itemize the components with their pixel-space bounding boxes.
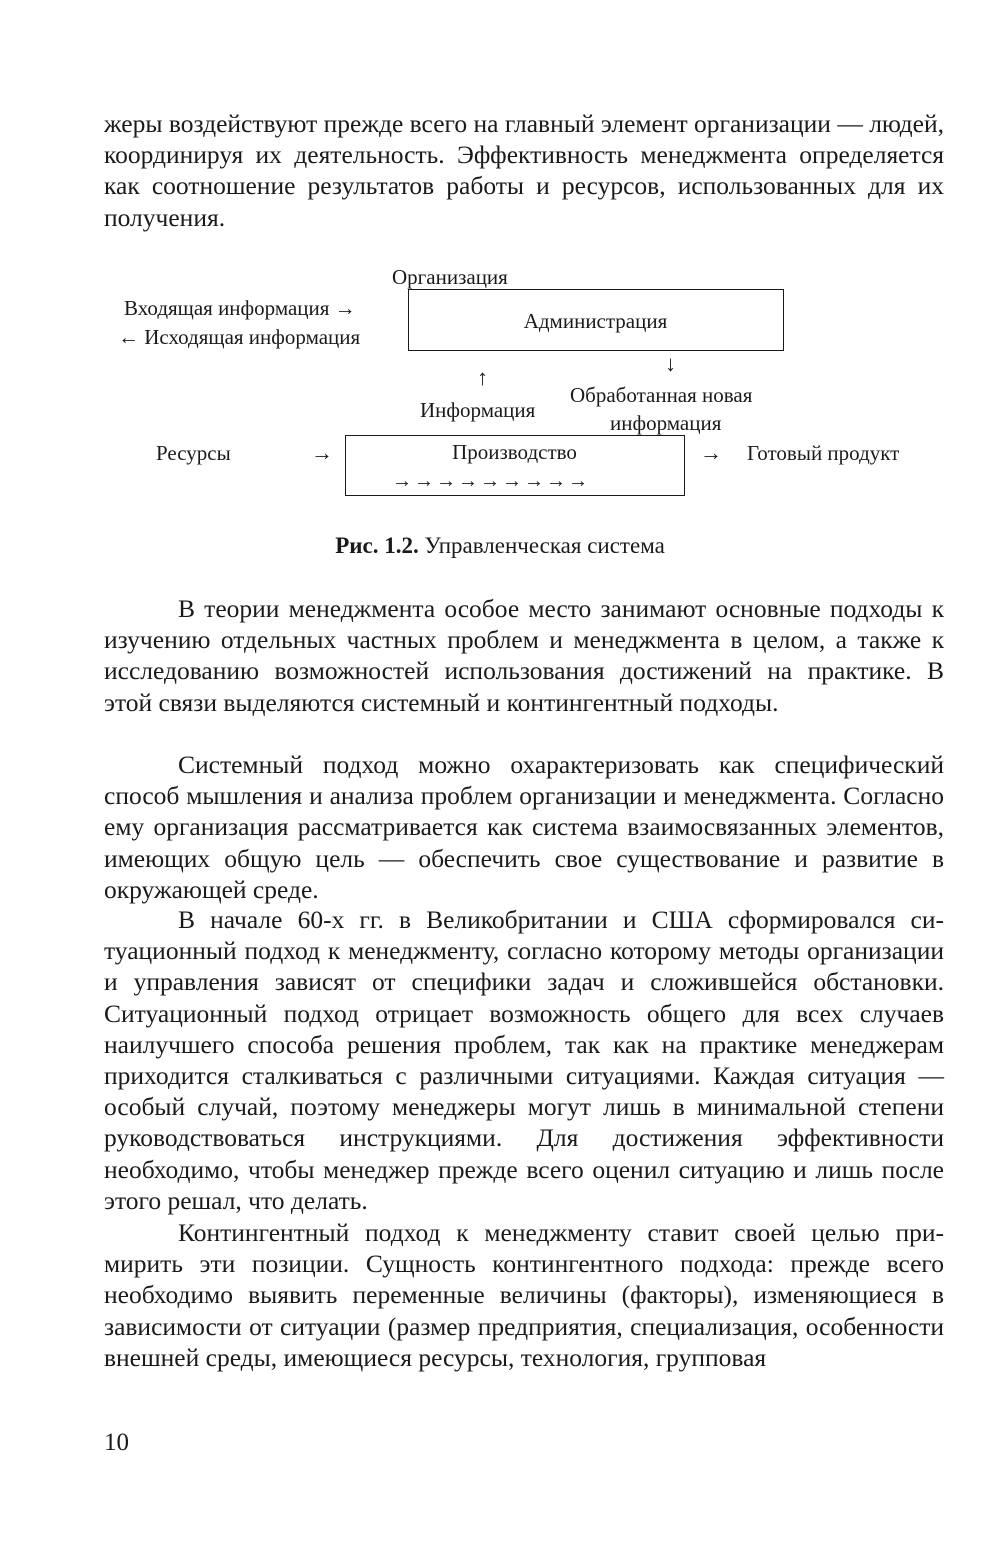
arrow-up-icon: ↑ — [477, 365, 488, 390]
production-box — [345, 435, 685, 496]
production-label: Производство — [452, 440, 577, 464]
paragraph-approaches: В теории менеджмента особое место занимают основные подходы к изучению отдельных частных проблем и менеджмента в целом, а также к исследованию возможностей использования достижений на практике. В этой связи выделяются системный и контингентный подходы. — [104, 594, 944, 717]
intro-paragraph: жеры воздействуют прежде всего на главный элемент организации — людей, координируя их деятельность. Эффективность менеджмента определяется как соотношение результатов работы и ресурсов, использованных для их получения. — [104, 109, 944, 232]
management-system-diagram — [0, 0, 1000, 520]
organization-label: Организация — [392, 265, 508, 289]
figure-caption — [0, 532, 1000, 560]
paragraph-systems-approach: Системный подход можно охарактеризовать как специфический способ мышления и анализа проблем организации и менеджмента. Согласно ему организация рассматривается как система взаимосвязанных элементов, имеющих общую цель — обеспечить свое существование и развитие в окружающей среде. — [104, 750, 944, 904]
resources-label: Ресурсы — [156, 441, 231, 465]
processed-information-line2: информация — [610, 411, 722, 435]
page-number: 10 — [104, 1429, 129, 1456]
processed-information-line1: Обработанная новая — [570, 383, 753, 407]
arrow-down-icon: ↓ — [665, 351, 676, 376]
arrow-right-icon: → — [311, 440, 333, 465]
administration-box — [408, 289, 784, 351]
figure-number: Рис. 1.2. — [335, 533, 419, 558]
outgoing-information-label: ← Исходящая информация — [118, 325, 361, 349]
incoming-information-label: Входящая информация → — [124, 296, 356, 320]
production-flow-arrows: →→→→→→→→→ — [392, 470, 590, 492]
finished-product-label: Готовый продукт — [747, 441, 900, 465]
arrow-right-icon: → — [700, 440, 722, 465]
administration-label: Администрация — [523, 309, 668, 333]
figure-title: Управленческая система — [424, 533, 665, 558]
paragraph-contingency-approach: Контингентный подход к менеджменту ставит своей целью примирить эти позиции. Сущность контингентного подхода: прежде всего необходимо выявить переменные величины (факторы), изменяющиеся в зависимости от ситуации (размер предприятия, специализация, особенности внешней среды, имеющиеся ресурсы, технология, групповая — [104, 1218, 944, 1372]
information-label: Информация — [420, 398, 536, 422]
paragraph-situational-approach: В начале 60-х гг. в Великобритании и США сформировался ситуационный подход к менеджменту, согласно которому методы организации и управления зависят от специфики задач и сложившейся обстановки. Ситуационный подход отрицает возможность общего для всех случаев наилучшего способа решения проблем, так как на практике менеджерам приходится сталкиваться с различными ситуациями. Каждая ситуация — особый случай, поэтому менеджеры могут лишь в минимальной степени руководствоваться инструкциями. Для достижения эффективности необходимо, чтобы менеджер прежде всего оценил ситуацию и лишь после этого решал, что делать. — [104, 905, 944, 1215]
